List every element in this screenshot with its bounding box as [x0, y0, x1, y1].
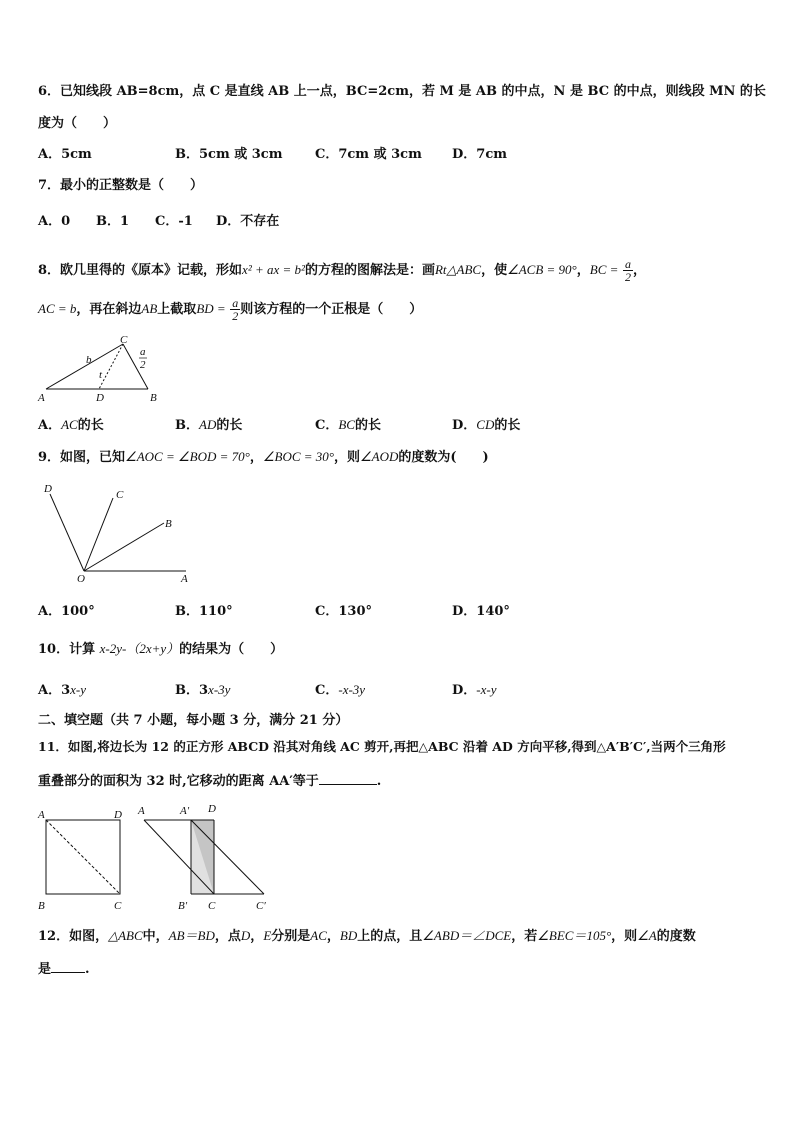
label-b: B [38, 900, 45, 912]
option-prefix: C． [315, 683, 339, 698]
q12-ac: AC [310, 928, 327, 943]
q11-figure-translated [134, 800, 284, 912]
label-c: C [114, 900, 122, 912]
option-var: AD [199, 417, 217, 432]
label-c: C [116, 489, 124, 501]
option-var: AC [61, 417, 78, 432]
q12-angle-3: ∠A [637, 928, 657, 943]
label-d: D [208, 803, 216, 815]
q8-fraction-bc [623, 258, 633, 283]
option-suffix: 的长 [77, 418, 104, 433]
q12-bd: BD [339, 928, 358, 943]
label-b: B [150, 392, 157, 404]
diagonal-ac [46, 820, 120, 894]
q9-text-b: ， [249, 450, 263, 465]
q6-option-b[interactable]: B．5cm 或 3cm [175, 147, 283, 162]
q8-text-l2c: 则该方程的一个正根是（ ） [240, 302, 423, 317]
q9-eq1: ∠AOC = ∠BOD = 70° [125, 449, 250, 464]
q7-stem: 7．最小的正整数是（ ） [38, 178, 204, 193]
option-prefix: D． [452, 418, 477, 433]
q9-text-c: ，则 [333, 450, 360, 465]
q12-text-g: 上的点，且 [357, 929, 423, 944]
label-a: A [181, 573, 188, 585]
q12-text-a: 12．如图， [38, 929, 109, 944]
label-a: A [138, 805, 145, 817]
q6-option-c[interactable]: C．7cm 或 3cm [315, 147, 422, 162]
q9-text-d: 的度数为( ) [398, 450, 489, 465]
q11-stem-line2 [38, 772, 381, 788]
option-var: x-y [70, 682, 87, 697]
q12-text-c: ，点 [214, 929, 241, 944]
label-a-num: a [140, 346, 146, 358]
option-var: -x-3y [338, 682, 366, 697]
label-a-den: 2 [140, 359, 146, 371]
frac-den: 2 [232, 309, 239, 323]
q12-point-e: E [263, 928, 272, 943]
q8-text-l2a: ，再在斜边 [76, 302, 142, 317]
q11-answer-blank[interactable] [319, 772, 377, 785]
q6-option-a[interactable]: A．5cm [38, 147, 92, 162]
label-b-side: b [86, 354, 92, 366]
q10-option-c[interactable] [315, 683, 365, 697]
q10-stem [38, 642, 283, 656]
option-prefix: A． [38, 418, 62, 433]
q10-option-b[interactable] [175, 683, 230, 697]
q10-text-a: 10．计算 [38, 642, 100, 657]
q10-expression: x-2y-（2x+y） [99, 641, 180, 656]
section-heading-fill-in: 二、填空题（共 7 小题，每小题 3 分，满分 21 分） [38, 713, 349, 728]
q10-option-d[interactable] [452, 683, 496, 697]
label-o: O [77, 573, 85, 585]
label-b-prime: B′ [178, 900, 188, 912]
label-a: A [38, 392, 45, 404]
q12-answer-blank[interactable] [51, 960, 85, 973]
q8-text-a: 8．欧几里得的《原本》记载，形如 [38, 263, 243, 278]
q8-bc-eq: BC = [589, 262, 619, 277]
frac-num: a [232, 296, 239, 310]
option-suffix: 的长 [354, 418, 381, 433]
q8-option-b[interactable] [175, 418, 242, 432]
label-c-prime: C′ [256, 900, 266, 912]
q12-angle-2: ∠BEC＝105° [537, 928, 612, 943]
q12-angle-1: ∠ABD＝∠DCE [422, 928, 512, 943]
option-var: BC [338, 417, 355, 432]
q7-option-b[interactable]: B．1 [96, 214, 130, 229]
q12-triangle: △ABC [108, 928, 143, 943]
ray-ob [84, 523, 164, 571]
q12-equal: AB＝BD [168, 928, 215, 943]
frac-den: 2 [624, 270, 631, 284]
q11-text-end: . [376, 774, 382, 789]
label-d: D [44, 483, 52, 495]
q12-text-f: ， [326, 929, 340, 944]
q8-bd-eq: BD = [196, 301, 226, 316]
q8-text-c: ，使 [481, 263, 508, 278]
label-c: C [120, 335, 128, 346]
label-a: A [38, 809, 45, 821]
option-var: x-3y [208, 682, 231, 697]
q6-stem-line2: 度为（ ） [38, 116, 117, 131]
q9-text-a: 9．如图，已知 [38, 450, 126, 465]
q8-stem-line1 [38, 258, 646, 283]
q9-option-b[interactable]: B．110° [175, 604, 233, 619]
label-d: D [96, 392, 104, 404]
option-prefix: C． [315, 418, 339, 433]
q12-text-e: 分别是 [271, 929, 311, 944]
q12-text-line2: 是 [38, 962, 52, 977]
option-var: -x-y [476, 682, 497, 697]
q8-option-a[interactable] [38, 418, 104, 432]
q12-stem-line1 [38, 929, 696, 943]
q12-stem-line2 [38, 960, 90, 976]
q12-text-end: . [85, 962, 90, 977]
option-suffix: 的长 [216, 418, 243, 433]
label-b: B [165, 518, 172, 530]
q8-stem-line2 [38, 297, 422, 322]
q11-figure-square [36, 800, 136, 912]
q6-stem-line1: 6．已知线段 AB=8cm，点 C 是直线 AB 上一点，BC=2cm，若 M 是 AB 的中点，N 是 BC 的中点，则线段 MN 的长 [38, 84, 766, 99]
ray-od [50, 494, 84, 571]
q11-text: 重叠部分的面积为 32 时,它移动的距离 AA′等于 [38, 774, 319, 789]
q6-option-d[interactable]: D．7cm [452, 147, 507, 162]
q9-option-a[interactable]: A．100° [38, 604, 95, 619]
q9-eq2: ∠BOC = 30° [262, 449, 334, 464]
q9-eq3: ∠AOD [360, 449, 399, 464]
option-prefix: B．3 [175, 683, 209, 698]
q8-angle: ∠ACB = 90° [507, 262, 577, 277]
q8-ac-eq: AC = b [38, 301, 77, 316]
label-t: t [99, 369, 103, 381]
q12-text-d: ， [250, 929, 264, 944]
q9-option-d[interactable]: D．140° [452, 604, 510, 619]
option-var: CD [476, 417, 495, 432]
q12-text-j: 的度数 [656, 929, 696, 944]
option-prefix: A．3 [38, 683, 71, 698]
option-prefix: D． [452, 683, 477, 698]
q9-figure-angles [38, 480, 198, 586]
q8-text-b: 的方程的图解法是：画 [304, 263, 435, 278]
option-suffix: 的长 [494, 418, 521, 433]
label-a-prime: A′ [180, 805, 190, 817]
ray-oc [84, 498, 113, 571]
q8-rt-triangle: Rt△ABC [434, 262, 482, 277]
q7-option-d[interactable]: D．不存在 [216, 214, 280, 229]
q10-text-b: 的结果为（ ） [179, 642, 284, 657]
q12-text-i: ，则 [611, 929, 638, 944]
q8-equation: x² + ax = b² [242, 262, 305, 277]
q10-option-a[interactable] [38, 683, 86, 697]
q7-option-a[interactable]: A．0 [38, 214, 71, 229]
q11-stem-line1: 11．如图,将边长为 12 的正方形 ABCD 沿其对角线 AC 剪开,再把△ABC 沿着 AD 方向平移,得到△A′B′C′,当两个三角形 [38, 739, 726, 754]
q8-option-c[interactable] [315, 418, 381, 432]
q8-text-end: ， [632, 263, 646, 278]
q8-text-l2b: 上截取 [157, 302, 197, 317]
q12-point-d: D [240, 928, 251, 943]
q9-stem [38, 450, 489, 464]
q8-fraction-bd [230, 297, 240, 322]
q12-text-h: ，若 [511, 929, 538, 944]
q8-figure-triangle [36, 335, 166, 405]
label-c: C [208, 900, 216, 912]
q7-option-c[interactable]: C．-1 [155, 214, 193, 229]
q8-option-d[interactable] [452, 418, 520, 432]
q12-text-b: 中， [142, 929, 169, 944]
q8-text-d: ， [576, 263, 590, 278]
q8-ab: AB [141, 301, 158, 316]
option-prefix: B． [175, 418, 199, 433]
frac-num: a [624, 257, 631, 271]
q9-option-c[interactable]: C．130° [315, 604, 372, 619]
label-d: D [114, 809, 122, 821]
